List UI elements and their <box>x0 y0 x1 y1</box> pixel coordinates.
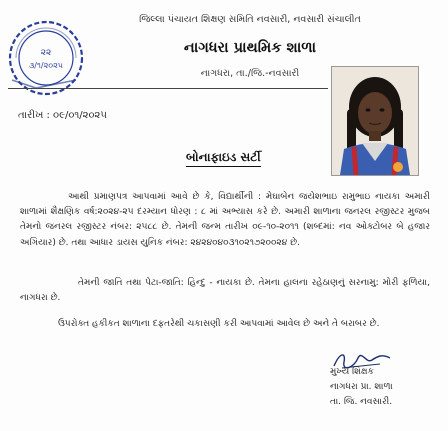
certificate-paragraph-1: આથી પ્રમાણપત્ર આપવામાં આવે છે કે, વિદ્યાર્થીની : મેઘાબેન જયેશભાઇ રામુભાઇ નાયકા અમારી શાળામાં શૈક્ષણિક વર્ષ:૨૦૨૪-૨૫ દરમ્યાન ધોરણ : ૮ માં અભ્યાસ કરે છે. અમારી શાળાના જનરલ રજીસ્ટર મુજબ તેમનો જનરલ રજીસ્ટર નંબર: ૨૫૮૮ છે. તેમની જન્મ તારીખ ૦૯-૧૦-૨૦૧૧ (શબ્દમાં: નવ ઓક્ટોબર બે હજાર અગિયાર) છે. તથા આધાર ડાયસ યુનિક નંબર: ૨૪૨૪૦૪૦૩૧૦૨૧૭૨૦૦૨૪ છે. <box>20 192 430 248</box>
signatory-school: નાગધરા પ્રા. શાળા <box>330 382 393 392</box>
signature-block <box>330 365 440 410</box>
certificate-title: બોનાફાઇડ સર્ટી <box>186 150 261 167</box>
svg-text:૩/૧/૨૦૨૫: ૩/૧/૨૦૨૫ <box>28 61 64 70</box>
school-seal <box>6 18 86 98</box>
certificate-paragraph-3: ઉપરોક્ત હકીકત શાળાના દફતરેથી ચકાસણી કરી આપવામાં આવેલ છે અને તે બરાબર છે. <box>58 319 380 329</box>
svg-text:૨૨: ૨૨ <box>40 48 52 58</box>
managing-body-line: જિલ્લા પંચાયત શિક્ષણ સમિતિ નવસારી, નવસારી સંચાલીત <box>139 14 361 25</box>
signatory-role: મુખ્ય શિક્ષક <box>330 367 374 377</box>
signatory-place: તા. જિ. નવસારી. <box>330 397 393 407</box>
school-address: નાગધરા, તા./જિ.-નવસારી <box>200 68 300 79</box>
school-name: નાગધરા પ્રાથમિક શાળા <box>183 40 317 56</box>
issue-date: તારીખ : ૦૯/૦૧/૨૦૨૫ <box>18 110 107 121</box>
student-photo <box>331 66 419 176</box>
certificate-paragraph-2: તેમની જાતિ તથા પેટા-જાતિ: હિન્દુ - નાયકા છે. તેમના હાલના રહેઠાણનું સરનામુ: મોરી ફળિયા, નાગધરા છે. <box>20 278 430 304</box>
header-rule <box>8 88 328 89</box>
